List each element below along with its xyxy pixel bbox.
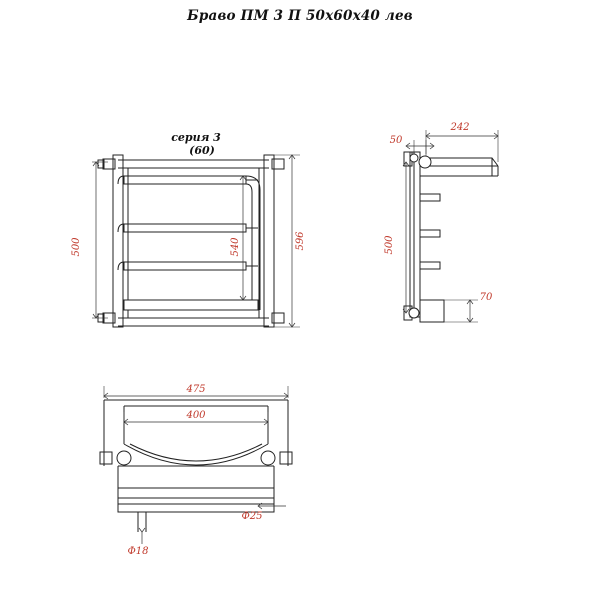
dim-d25: Ф25 bbox=[241, 511, 263, 522]
front-view-annotations bbox=[171, 131, 221, 157]
dim-475: 475 bbox=[186, 384, 206, 395]
page-title: Браво ПМ 3 П 50х60х40 лев bbox=[187, 8, 413, 24]
dim-500-height: 500 bbox=[71, 237, 82, 257]
dim-242: 242 bbox=[450, 122, 470, 133]
dim-400: 400 bbox=[186, 410, 206, 421]
dim-596-overall: 596 bbox=[295, 231, 306, 251]
dim-500-side: 500 bbox=[384, 235, 395, 255]
front-view-geometry bbox=[98, 155, 284, 327]
dim-50: 50 bbox=[389, 135, 403, 146]
dim-540-inner: 540 bbox=[230, 237, 241, 257]
dim-70: 70 bbox=[479, 292, 493, 303]
top-view-dimensions bbox=[104, 384, 288, 557]
dim-d18: Ф18 bbox=[127, 546, 149, 557]
series-label: серия 3 bbox=[171, 131, 221, 144]
series-sublabel: (60) bbox=[189, 144, 215, 157]
side-view-dimensions bbox=[384, 122, 498, 322]
